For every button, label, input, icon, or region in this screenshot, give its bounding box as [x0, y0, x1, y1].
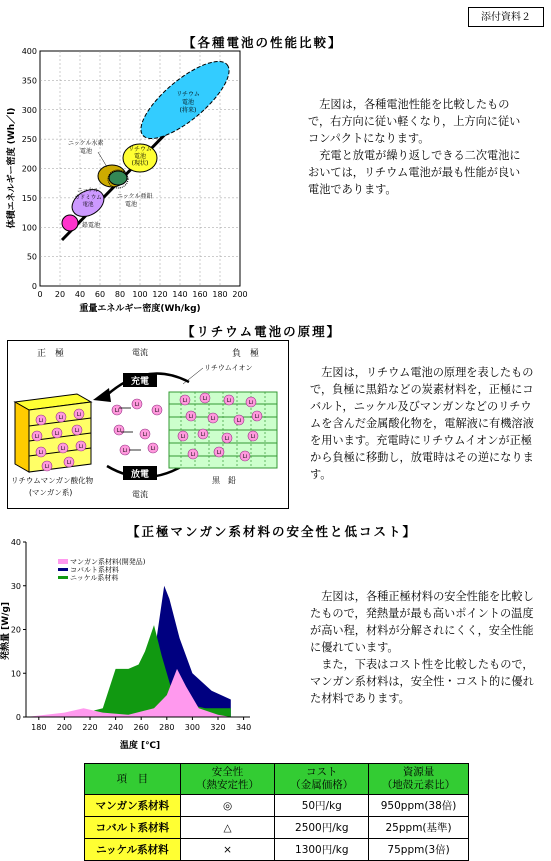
cost-comparison-table — [84, 763, 469, 861]
x-tick-label: 40 — [74, 290, 86, 299]
li-ion-label: Li — [44, 464, 50, 470]
li-ion-label: Li — [66, 460, 72, 466]
chart2-x-ticks — [31, 717, 251, 732]
li-ion-label: Li — [188, 414, 194, 420]
section1-paragraph-2: 充電と放電が繰り返しできる二次電池においては，リチウム電池が最も性能が良い電池であります。 — [308, 149, 521, 196]
li-ion-label: Li — [210, 416, 216, 422]
legend-mn: マンガン系材料(開発品) — [70, 558, 146, 566]
table-cell: ニッケル系材料 — [85, 839, 181, 861]
nizn-label: ニッケル亜鉛電池 — [117, 193, 153, 208]
li-ion-label: Li — [236, 418, 242, 424]
chart1-x-ticks — [37, 290, 247, 299]
x-tick-label: 200 — [232, 290, 248, 299]
table-cell: 2500円/kg — [275, 817, 369, 839]
nimh-label: ニッケル水素電池 — [68, 140, 104, 155]
li-ion-label: Li — [182, 398, 188, 404]
cathode-material-label: リチウムマンガン酸化物 — [11, 476, 94, 485]
x-tick-label: 300 — [184, 723, 201, 732]
chart1-y-ticks — [22, 48, 37, 291]
cathode-sub-label: (マンガン系) — [29, 488, 73, 497]
chart2-y-ticks — [11, 538, 26, 722]
discharge-label: 放電 — [130, 470, 150, 480]
x-tick-label: 160 — [192, 290, 208, 299]
chart2-legend — [58, 557, 146, 582]
li-ion-label: Li — [142, 432, 148, 438]
li-ion-label: Li — [122, 448, 128, 454]
y-tick-label: 300 — [21, 105, 37, 115]
x-tick-label: 100 — [132, 290, 148, 299]
section1-paragraph-1: 左図は，各種電池性能を比較したもので，右方向に従い軽くなり，上方向に従いコンパクトになります。 — [308, 98, 521, 145]
current-top-label: 電流 — [132, 348, 148, 357]
table-cell: コバルト系材料 — [85, 817, 181, 839]
li-ion-label: Li — [190, 452, 196, 458]
table-cell: 25ppm(基準) — [369, 817, 469, 839]
table-cell: × — [180, 839, 275, 861]
x-tick-label: 200 — [56, 723, 73, 732]
li-ion-label: Li — [202, 396, 208, 402]
y-tick-label: 200 — [21, 164, 37, 174]
li-ion-label: Li — [248, 400, 254, 406]
negative-label: 負 極 — [232, 349, 260, 359]
y-tick-label: 100 — [21, 223, 37, 233]
battery-comparison-chart — [0, 48, 250, 323]
x-tick-label: 80 — [114, 290, 126, 299]
y-tick-label: 50 — [26, 252, 37, 262]
li-ion-label: Li — [224, 436, 230, 442]
section3-paragraph-2: また，下表はコスト性を比較したもので，マンガン系材料は，安全性・コスト的に優れた材料であります。 — [310, 658, 534, 705]
section3-paragraph-1: 左図は，各種正極材料の安全性能を比較したもので，発熱量が最も高いポイントの温度が高い程，材料が分解されにくく，安全性能に優れています。 — [310, 590, 534, 654]
chart1-y-label: 体積エネルギー密度 (Wh／l) — [7, 107, 17, 229]
li-ion-label: Li — [134, 402, 140, 408]
heat-generation-chart — [0, 536, 260, 756]
x-tick-label: 280 — [159, 723, 175, 732]
table-cell: ◎ — [180, 795, 275, 817]
li-ion-label: Li — [60, 446, 66, 452]
legend-ni: ニッケル系材料 — [70, 574, 119, 582]
table-header: 安全性 （熱安定性） — [180, 764, 275, 795]
lithium-future-label: リチウム電池(将来) — [176, 91, 200, 114]
li-ion-label: Li — [74, 428, 80, 434]
x-tick-label: 180 — [31, 723, 47, 732]
positive-label: 正 極 — [37, 349, 65, 359]
x-tick-label: 340 — [235, 723, 252, 732]
li-ion-label: Li — [254, 414, 260, 420]
legend-co: コバルト系材料 — [70, 566, 119, 574]
y-tick-label: 400 — [21, 48, 37, 56]
table-header: 項 目 — [85, 764, 181, 795]
li-ion-label: Li — [180, 434, 186, 440]
table-cell: 75ppm(3倍) — [369, 839, 469, 861]
li-ion-label: Li — [54, 431, 60, 437]
li-ion-label: Li — [154, 408, 160, 414]
section3-text — [310, 588, 538, 707]
x-tick-label: 220 — [82, 723, 98, 732]
li-ion-label: Li — [76, 412, 82, 418]
section1-text — [308, 96, 528, 198]
li-ion-label: Li — [58, 415, 64, 421]
y-tick-label: 20 — [10, 625, 21, 635]
x-tick-label: 120 — [152, 290, 168, 299]
lithium-principle-diagram — [7, 340, 289, 510]
x-tick-label: 140 — [172, 290, 188, 299]
li-ion-label: Li — [200, 432, 206, 438]
table-header-row — [85, 764, 469, 795]
chart2-series — [26, 586, 231, 717]
x-tick-label: 0 — [37, 290, 43, 299]
section2-title: 【リチウム電池の原理】 — [182, 324, 342, 339]
section2-text — [310, 364, 535, 483]
y-tick-label: 0 — [31, 282, 37, 291]
nizn-ellipse — [109, 171, 127, 185]
table-cell: 1300円/kg — [275, 839, 369, 861]
anode-material-label: 黒 鉛 — [212, 476, 236, 485]
x-tick-label: 240 — [107, 723, 124, 732]
y-tick-label: 0 — [15, 713, 21, 722]
y-tick-label: 350 — [21, 76, 37, 86]
nicd-label: ニッケルカドミウム電池 — [74, 188, 102, 208]
ion-label: リチウムイオン — [204, 364, 253, 372]
lithium-current-label: リチウム電池(現状) — [128, 146, 152, 167]
table-header: 資源量 （地殻元素比） — [369, 764, 469, 795]
li-ion-label: Li — [34, 434, 40, 440]
y-tick-label: 250 — [21, 135, 37, 145]
table-cell: △ — [180, 817, 275, 839]
x-tick-label: 60 — [94, 290, 106, 299]
li-ion-label: Li — [226, 398, 232, 404]
x-tick-label: 320 — [210, 723, 226, 732]
li-ion-label: Li — [116, 428, 122, 434]
y-tick-label: 10 — [10, 669, 21, 679]
li-ion-label: Li — [242, 454, 248, 460]
table-row — [85, 839, 469, 861]
li-ion-label: Li — [150, 446, 156, 452]
chart1-x-label: 重量エネルギー密度(Wh/kg) — [79, 304, 201, 314]
li-ion-label: Li — [38, 418, 44, 424]
x-tick-label: 180 — [212, 290, 228, 299]
table-cell: 50円/kg — [275, 795, 369, 817]
section3-title: 【正極マンガン系材料の安全性と低コスト】 — [127, 524, 418, 539]
y-tick-label: 150 — [21, 193, 37, 203]
x-tick-label: 260 — [133, 723, 149, 732]
table-cell: 950ppm(38倍) — [369, 795, 469, 817]
chart2-x-label: 温度 [℃] — [119, 741, 161, 751]
li-ion-label: Li — [216, 450, 222, 456]
table-header: コスト （金属価格） — [275, 764, 369, 795]
li-ion-label: Li — [250, 434, 256, 440]
li-ion-label: Li — [78, 444, 84, 450]
y-tick-label: 30 — [10, 581, 21, 591]
chart2-y-label: 発熱量 [W/g] — [1, 601, 11, 661]
attachment-tag: 添付資料２ — [468, 7, 544, 27]
section1-title: 【各種電池の性能比較】 — [183, 35, 343, 50]
x-tick-label: 20 — [54, 290, 66, 299]
y-tick-label: 40 — [10, 538, 21, 547]
lead-label: 鉛電池 — [82, 222, 101, 229]
li-ion-label: Li — [38, 450, 44, 456]
table-row — [85, 795, 469, 817]
table-cell: マンガン系材料 — [85, 795, 181, 817]
table-row — [85, 817, 469, 839]
lead-circle — [62, 215, 78, 231]
current-bottom-label: 電流 — [132, 490, 148, 499]
section2-paragraph-1: 左図は，リチウム電池の原理を表したもので，負極に黒鉛などの炭素材料を，正極にコバルト，ニッケル及びマンガンなどのリチウムを含んだ金属酸化物を，電解液に有機溶液を用います。充電時にリチウムイオンが正極から負極に移動し，放電時はその逆になります。 — [310, 366, 534, 481]
charge-label: 充電 — [130, 377, 150, 387]
li-ion-label: Li — [114, 408, 120, 414]
